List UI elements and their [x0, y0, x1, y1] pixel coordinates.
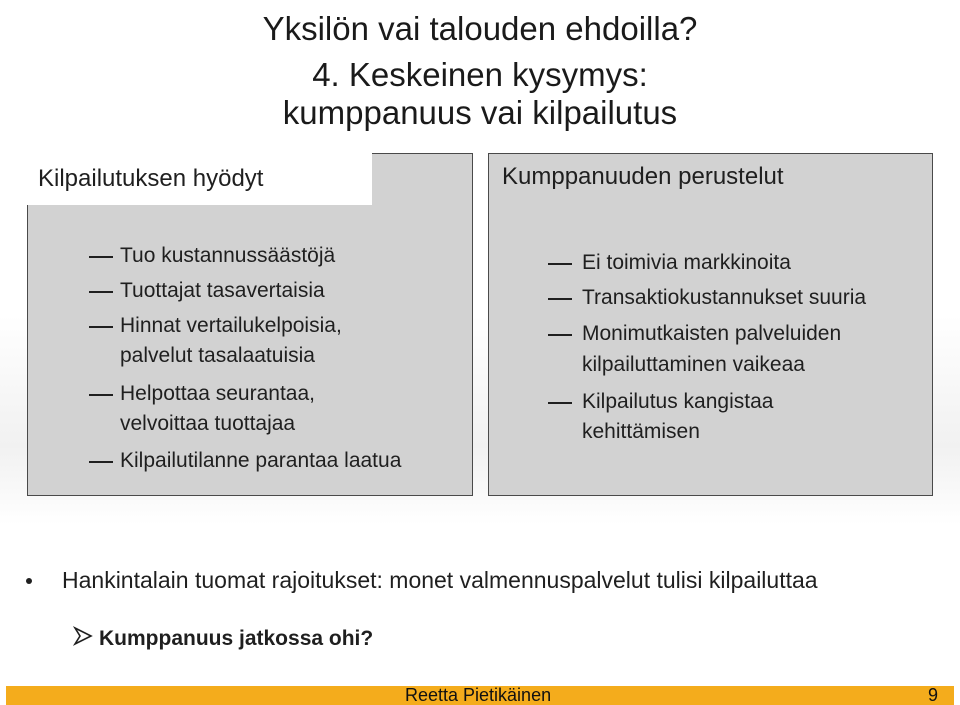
left-item-3-line-1: Hinnat vertailukelpoisia, [120, 314, 342, 337]
footer-bar [6, 686, 954, 705]
right-panel-header: Kumppanuuden perustelut [502, 163, 784, 190]
slide-title-line-2: 4. Keskeinen kysymys: [312, 56, 648, 93]
left-item-1: Tuo kustannussäästöjä [120, 244, 336, 267]
left-item-5: Kilpailutilanne parantaa laatua [120, 449, 402, 472]
slide-title-line-3: kumppanuus vai kilpailutus [282, 94, 678, 131]
bullet-icon [26, 578, 32, 584]
right-item-3-line-2: kilpailuttaminen vaikeaa [582, 353, 805, 376]
footer-author: Reetta Pietikäinen [405, 685, 552, 705]
page-number: 9 [927, 685, 938, 705]
dash-icon [89, 291, 113, 293]
right-item-4-line-1: Kilpailutus kangistaa [582, 390, 774, 413]
right-item-3-line-1: Monimutkaisten palveluiden [582, 322, 842, 345]
dash-icon [89, 326, 113, 328]
right-item-4-line-2: kehittämisen [582, 420, 700, 443]
left-panel-header: Kilpailutuksen hyödyt [0, 153, 372, 205]
left-item-4-line-1: Helpottaa seurantaa, [120, 382, 315, 405]
dash-icon [89, 461, 113, 463]
dash-icon [89, 394, 113, 396]
bottom-bullet-text: Hankintalain tuomat rajoitukset: monet valmennuspalvelut tulisi kilpailuttaa [62, 567, 818, 593]
slide-title-line-1: Yksilön vai talouden ehdoilla? [262, 10, 698, 47]
right-item-2: Transaktiokustannukset suuria [582, 286, 867, 309]
arrow-point-text: Kumppanuus jatkossa ohi? [99, 627, 374, 650]
dash-icon [548, 298, 572, 300]
dash-icon [548, 263, 572, 265]
left-item-2: Tuottajat tasavertaisia [120, 279, 325, 302]
dash-icon [548, 334, 572, 336]
dash-icon [548, 402, 572, 404]
left-item-4-line-2: velvoittaa tuottajaa [120, 412, 296, 435]
right-item-1: Ei toimivia markkinoita [582, 251, 791, 274]
arrowhead-icon [73, 626, 93, 646]
dash-icon [89, 256, 113, 258]
left-item-3-line-2: palvelut tasalaatuisia [120, 344, 315, 367]
